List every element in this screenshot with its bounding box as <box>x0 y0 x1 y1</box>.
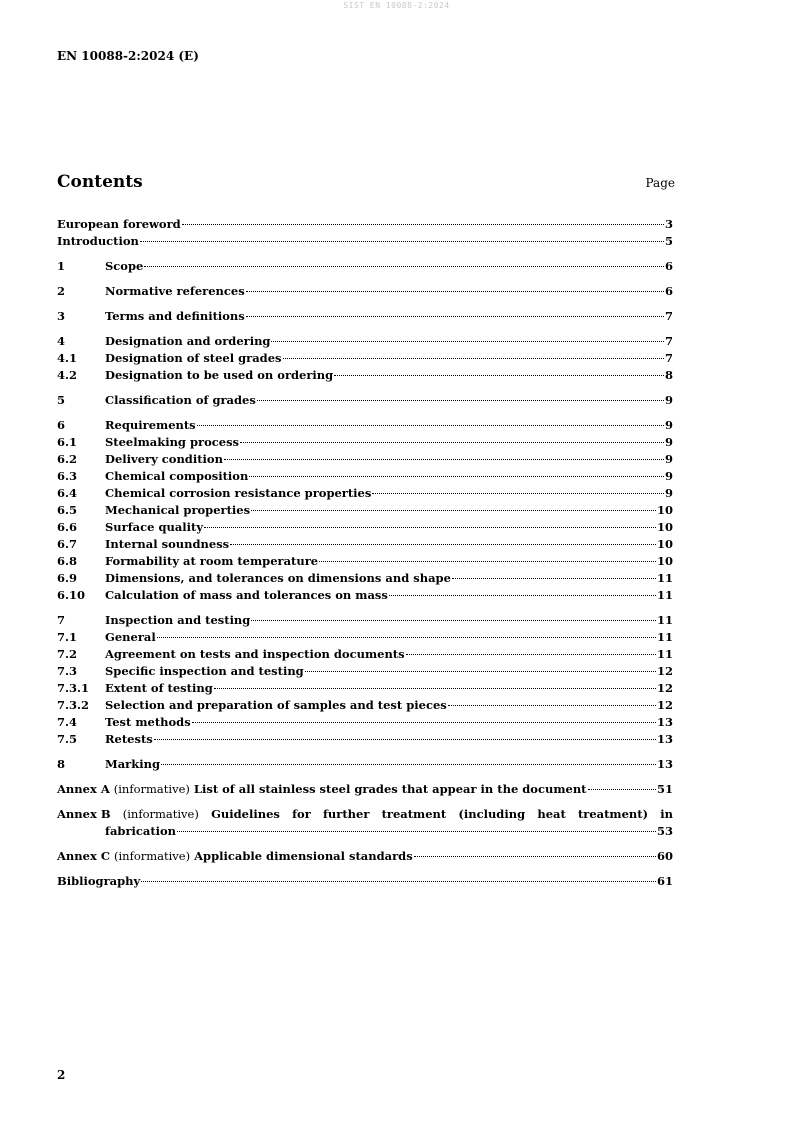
toc-title: Designation and ordering <box>105 334 271 348</box>
toc-title: Designation of steel grades <box>105 351 282 365</box>
toc-page: 12 <box>656 681 673 695</box>
toc-entry[interactable] <box>57 333 673 350</box>
toc-number: 8 <box>57 757 66 771</box>
dot-leader <box>334 375 664 376</box>
toc-entry[interactable] <box>57 646 673 663</box>
dot-leader <box>283 358 664 359</box>
toc-title: Retests <box>105 732 153 746</box>
annex-title-word: for <box>292 807 311 821</box>
dot-leader <box>144 266 664 267</box>
dot-leader <box>154 739 656 740</box>
toc-number: 6 <box>57 418 66 432</box>
toc-page: 12 <box>656 664 673 678</box>
toc-title: Requirements <box>105 418 196 432</box>
toc-entry[interactable] <box>57 612 673 629</box>
toc-number: 6.10 <box>57 588 86 602</box>
dot-leader <box>197 425 664 426</box>
annex-title: Applicable dimensional standards <box>194 849 413 863</box>
toc-entry[interactable] <box>57 417 673 434</box>
toc-title: Chemical composition <box>105 469 249 483</box>
toc-title: Mechanical properties <box>105 503 251 517</box>
page-number: 2 <box>57 1068 66 1082</box>
toc-title: Bibliography <box>57 874 141 888</box>
toc-title: Steelmaking process <box>105 435 240 449</box>
toc-title: Test methods <box>105 715 191 729</box>
toc-clause-group <box>57 308 673 325</box>
toc-front-matter <box>57 216 673 250</box>
toc-clause-group <box>57 417 673 604</box>
toc-annex-c[interactable] <box>57 848 673 865</box>
toc-page: 9 <box>664 469 673 483</box>
toc-page: 6 <box>664 284 673 298</box>
annex-title-word: in <box>660 807 673 821</box>
toc-number: 7.3.1 <box>57 681 90 695</box>
toc-entry[interactable] <box>57 434 673 451</box>
toc-clause-group <box>57 333 673 384</box>
toc-title: Selection and preparation of samples and test pieces <box>105 698 447 712</box>
toc-entry[interactable] <box>57 536 673 553</box>
toc-number: 6.4 <box>57 486 78 500</box>
toc-bibliography[interactable] <box>57 873 673 890</box>
toc-number: 3 <box>57 309 66 323</box>
toc-page: 9 <box>664 418 673 432</box>
toc-title: Internal soundness <box>105 537 230 551</box>
dot-leader <box>240 442 664 443</box>
toc-page: 9 <box>664 486 673 500</box>
toc-title: Calculation of mass and tolerances on mass <box>105 588 388 602</box>
dot-leader <box>271 341 664 342</box>
annex-label: Annex B <box>57 807 111 821</box>
toc-page: 11 <box>656 647 673 661</box>
toc-entry[interactable] <box>57 553 673 570</box>
toc-title: Delivery condition <box>105 452 223 466</box>
table-of-contents <box>57 216 673 898</box>
toc-page: 9 <box>664 435 673 449</box>
toc-number: 6.6 <box>57 520 78 534</box>
toc-page: 7 <box>664 351 673 365</box>
toc-entry[interactable] <box>57 756 673 773</box>
toc-entry[interactable] <box>57 570 673 587</box>
dot-leader <box>192 722 656 723</box>
toc-entry[interactable] <box>57 468 673 485</box>
dot-leader <box>246 316 664 317</box>
dot-leader <box>414 856 656 857</box>
toc-number: 4 <box>57 334 66 348</box>
dot-leader <box>204 527 656 528</box>
toc-clause-group <box>57 756 673 773</box>
dot-leader <box>406 654 656 655</box>
annex-label: Annex A <box>57 782 110 796</box>
toc-number: 4.2 <box>57 368 78 382</box>
toc-number: 7.5 <box>57 732 78 746</box>
toc-page: 7 <box>664 309 673 323</box>
watermark: SIST EN 10088-2:2024 <box>343 1 450 10</box>
toc-page: 13 <box>656 715 673 729</box>
toc-title: Dimensions, and tolerances on dimensions and shape <box>105 571 451 585</box>
toc-entry[interactable] <box>57 216 673 233</box>
toc-title: Normative references <box>105 284 245 298</box>
toc-page: 5 <box>664 234 673 248</box>
toc-entry[interactable] <box>57 233 673 250</box>
toc-entry[interactable] <box>57 308 673 325</box>
toc-number: 6.8 <box>57 554 78 568</box>
toc-entry[interactable] <box>57 367 673 384</box>
toc-number: 6.7 <box>57 537 78 551</box>
annex-title: List of all stainless steel grades that appear in the document <box>193 782 587 796</box>
toc-page: 53 <box>656 824 673 838</box>
toc-number: 7.3.2 <box>57 698 90 712</box>
dot-leader <box>372 493 664 494</box>
dot-leader <box>140 241 664 242</box>
toc-clause-group <box>57 392 673 409</box>
document-id: EN 10088-2:2024 (E) <box>57 49 199 63</box>
annex-type: (informative) <box>113 782 190 796</box>
dot-leader <box>588 789 656 790</box>
dot-leader <box>305 671 656 672</box>
toc-number: 7.4 <box>57 715 78 729</box>
toc-page: 10 <box>656 503 673 517</box>
dot-leader <box>182 224 664 225</box>
toc-clause-group <box>57 258 673 275</box>
toc-entry[interactable] <box>57 714 673 731</box>
toc-page: 11 <box>656 571 673 585</box>
dot-leader <box>319 561 656 562</box>
toc-title: Classification of grades <box>105 393 256 407</box>
toc-number: 7.2 <box>57 647 78 661</box>
annex-title-continued: fabrication <box>105 824 177 838</box>
toc-title: Chemical corrosion resistance properties <box>105 486 372 500</box>
toc-number: 6.2 <box>57 452 78 466</box>
toc-page: 11 <box>656 630 673 644</box>
toc-number: 6.1 <box>57 435 78 449</box>
annex-title-word: (including <box>458 807 526 821</box>
annex-label: Annex C <box>57 849 110 863</box>
toc-title: Extent of testing <box>105 681 213 695</box>
toc-title: General <box>105 630 156 644</box>
toc-title: European foreword <box>57 217 181 231</box>
toc-page: 51 <box>656 782 673 796</box>
toc-entry[interactable] <box>57 485 673 502</box>
dot-leader <box>249 476 664 477</box>
annex-title-word: treatment <box>381 807 447 821</box>
toc-title: Surface quality <box>105 520 204 534</box>
toc-title: Terms and definitions <box>105 309 245 323</box>
page-column-label: Page <box>645 176 675 190</box>
toc-page: 7 <box>664 334 673 348</box>
toc-entry[interactable] <box>57 258 673 275</box>
toc-entry[interactable] <box>57 680 673 697</box>
annex-b-first-line <box>57 806 673 823</box>
toc-number: 2 <box>57 284 66 298</box>
toc-page: 10 <box>656 520 673 534</box>
dot-leader <box>257 400 664 401</box>
toc-entry[interactable] <box>57 502 673 519</box>
annex-type: (informative) <box>122 807 199 821</box>
toc-clause-group <box>57 283 673 300</box>
toc-page: 13 <box>656 732 673 746</box>
toc-entry[interactable] <box>57 731 673 748</box>
toc-title: Introduction <box>57 234 139 248</box>
contents-heading <box>57 172 675 192</box>
toc-title: Agreement on tests and inspection documents <box>105 647 405 661</box>
dot-leader <box>161 764 656 765</box>
toc-entry[interactable] <box>57 392 673 409</box>
dot-leader <box>452 578 656 579</box>
toc-title: Scope <box>105 259 144 273</box>
toc-entry[interactable] <box>57 283 673 300</box>
dot-leader <box>157 637 656 638</box>
toc-page: 11 <box>656 588 673 602</box>
toc-title: Designation to be used on ordering <box>105 368 334 382</box>
toc-annex-b[interactable] <box>57 806 673 840</box>
toc-page: 10 <box>656 537 673 551</box>
dot-leader <box>214 688 656 689</box>
toc-page: 8 <box>664 368 673 382</box>
toc-number: 4.1 <box>57 351 78 365</box>
toc-page: 13 <box>656 757 673 771</box>
toc-title: Specific inspection and testing <box>105 664 304 678</box>
toc-entry[interactable] <box>57 587 673 604</box>
toc-number: 6.3 <box>57 469 78 483</box>
dot-leader <box>141 881 656 882</box>
toc-title: Formability at room temperature <box>105 554 319 568</box>
toc-number: 6.9 <box>57 571 78 585</box>
toc-entry[interactable] <box>57 451 673 468</box>
toc-annex-a[interactable] <box>57 781 673 798</box>
toc-page: 9 <box>664 393 673 407</box>
toc-entry[interactable] <box>57 663 673 680</box>
toc-page: 9 <box>664 452 673 466</box>
toc-title: Marking <box>105 757 160 771</box>
toc-number: 7.3 <box>57 664 78 678</box>
toc-clauses <box>57 258 673 773</box>
toc-page: 60 <box>656 849 673 863</box>
toc-number: 7 <box>57 613 66 627</box>
dot-leader <box>251 510 656 511</box>
toc-page: 3 <box>664 217 673 231</box>
toc-page: 61 <box>656 874 673 888</box>
dot-leader <box>448 705 656 706</box>
dot-leader <box>251 620 656 621</box>
annex-title-word: Guidelines <box>211 807 280 821</box>
annex-type: (informative) <box>114 849 191 863</box>
dot-leader <box>177 831 656 832</box>
toc-number: 1 <box>57 259 66 273</box>
dot-leader <box>230 544 656 545</box>
toc-page: 12 <box>656 698 673 712</box>
toc-entry[interactable] <box>57 519 673 536</box>
toc-page: 6 <box>664 259 673 273</box>
contents-title: Contents <box>57 172 143 192</box>
annex-title-word: heat <box>537 807 566 821</box>
annex-title-word: treatment) <box>577 807 649 821</box>
toc-number: 7.1 <box>57 630 78 644</box>
toc-page: 11 <box>656 613 673 627</box>
annex-title-word: further <box>322 807 370 821</box>
toc-title: Inspection and testing <box>105 613 251 627</box>
dot-leader <box>224 459 664 460</box>
dot-leader <box>246 291 664 292</box>
toc-number: 6.5 <box>57 503 78 517</box>
toc-number: 5 <box>57 393 66 407</box>
toc-entry[interactable] <box>57 350 673 367</box>
toc-entry[interactable] <box>57 697 673 714</box>
dot-leader <box>389 595 656 596</box>
toc-page: 10 <box>656 554 673 568</box>
toc-entry[interactable] <box>57 629 673 646</box>
toc-clause-group <box>57 612 673 748</box>
